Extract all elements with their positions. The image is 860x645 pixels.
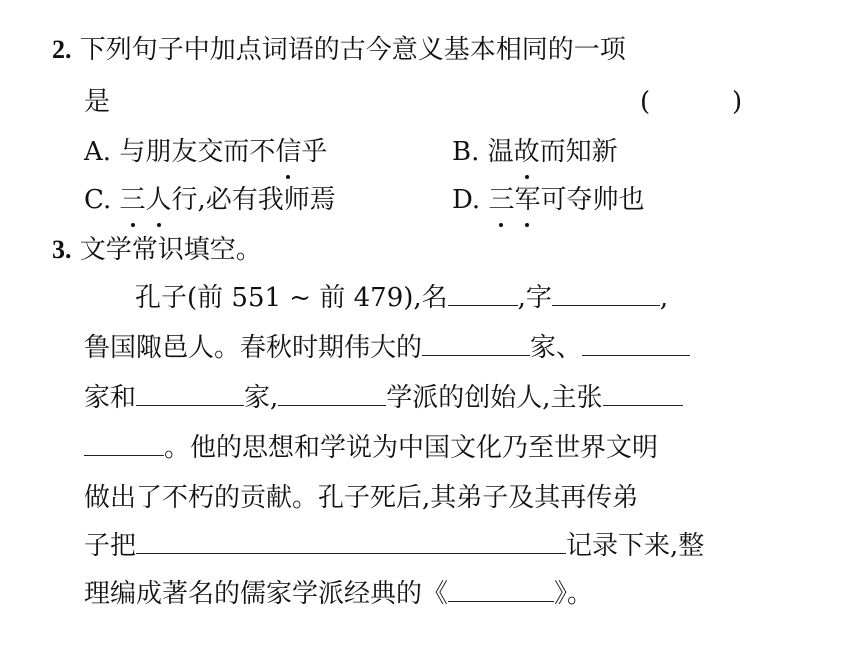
blank-role-2[interactable] xyxy=(582,333,690,356)
blank-role-1[interactable] xyxy=(422,333,530,356)
q3-text: 理编成著名的儒家学派经典的《 xyxy=(84,579,449,609)
option-b-text: 温 xyxy=(487,137,514,167)
option-c-text-after: 行,必有我师焉 xyxy=(171,185,336,215)
q2-option-a[interactable] xyxy=(84,135,327,169)
q2-stem-text: 下列句子中加点词语的古今意义基本相同的一项 xyxy=(79,35,626,65)
option-b-dotted-word: 故 xyxy=(513,137,540,167)
blank-school[interactable] xyxy=(278,383,386,406)
q3-text: 学派的创始人,主张 xyxy=(386,383,603,413)
blank-courtesy-name[interactable] xyxy=(552,283,660,306)
q3-number: 3 xyxy=(52,235,65,264)
q3-text: 做出了不朽的贡献。孔子死后,其弟子及其再传弟 xyxy=(84,483,639,513)
q3-text: 家、 xyxy=(530,333,583,363)
option-d-dotted-word-1: 三 xyxy=(488,185,515,215)
q2-option-d[interactable] xyxy=(452,183,645,217)
q3-line-3 xyxy=(84,381,683,415)
q3-line-2 xyxy=(84,331,690,365)
q3-line-6 xyxy=(84,529,704,563)
q3-text: 子把 xyxy=(84,531,137,561)
q3-text: 家, xyxy=(244,383,279,413)
q2-stem-line2 xyxy=(84,85,110,119)
q2-option-b[interactable] xyxy=(452,135,618,169)
option-a-dotted-word: 信 xyxy=(275,137,302,167)
option-a-label: A. xyxy=(84,137,112,167)
q3-text: 》。 xyxy=(554,579,594,609)
q3-text: 孔子(前 551 ~ 前 479),名 xyxy=(135,283,448,313)
q3-text: 家和 xyxy=(84,383,137,413)
q2-stem-line1: 2. 下列句子中加点词语的古今意义基本相同的一项 xyxy=(52,35,626,65)
q3-line-7 xyxy=(84,577,593,611)
option-d-label: D. xyxy=(452,185,481,215)
option-a-text-after: 乎 xyxy=(301,137,328,167)
q2-number: 2 xyxy=(52,35,65,64)
option-d-text-after: 可夺帅也 xyxy=(540,185,645,215)
q3-text: 鲁国陬邑人。春秋时期伟大的 xyxy=(84,333,423,363)
q3-title-line: 3. 文学常识填空。 xyxy=(52,235,262,265)
option-c-label: C. xyxy=(84,185,112,215)
blank-advocate-cont[interactable] xyxy=(84,433,164,456)
option-d-dotted-word-2: 军 xyxy=(514,185,541,215)
option-c-dotted-word-2: 人 xyxy=(145,185,172,215)
q3-line-1 xyxy=(135,281,668,315)
q3-text: , xyxy=(659,283,669,313)
blank-classic-title[interactable] xyxy=(448,579,554,602)
q2-stem-text-2: 是 xyxy=(84,87,111,117)
q3-text: 。他的思想和学说为中国文化乃至世界文明 xyxy=(164,433,659,463)
blank-name[interactable] xyxy=(448,283,518,306)
q3-title: 文学常识填空。 xyxy=(79,235,262,265)
blank-recorded-content[interactable] xyxy=(136,531,566,554)
q3-line-4 xyxy=(84,431,658,465)
blank-role-3[interactable] xyxy=(136,383,244,406)
answer-paren-close: ) xyxy=(732,87,743,117)
option-c-dotted-word-1: 三 xyxy=(119,185,146,215)
q2-option-c[interactable] xyxy=(84,183,336,217)
option-b-text-after: 而知新 xyxy=(539,137,618,167)
q3-text: ,字 xyxy=(517,283,552,313)
q3-line-5 xyxy=(84,481,638,515)
blank-advocate[interactable] xyxy=(603,383,683,406)
option-a-text: 与朋友交而不 xyxy=(119,137,276,167)
q3-text: 记录下来,整 xyxy=(566,531,705,561)
answer-paren-open: ( xyxy=(640,87,651,117)
option-b-label: B. xyxy=(452,137,480,167)
